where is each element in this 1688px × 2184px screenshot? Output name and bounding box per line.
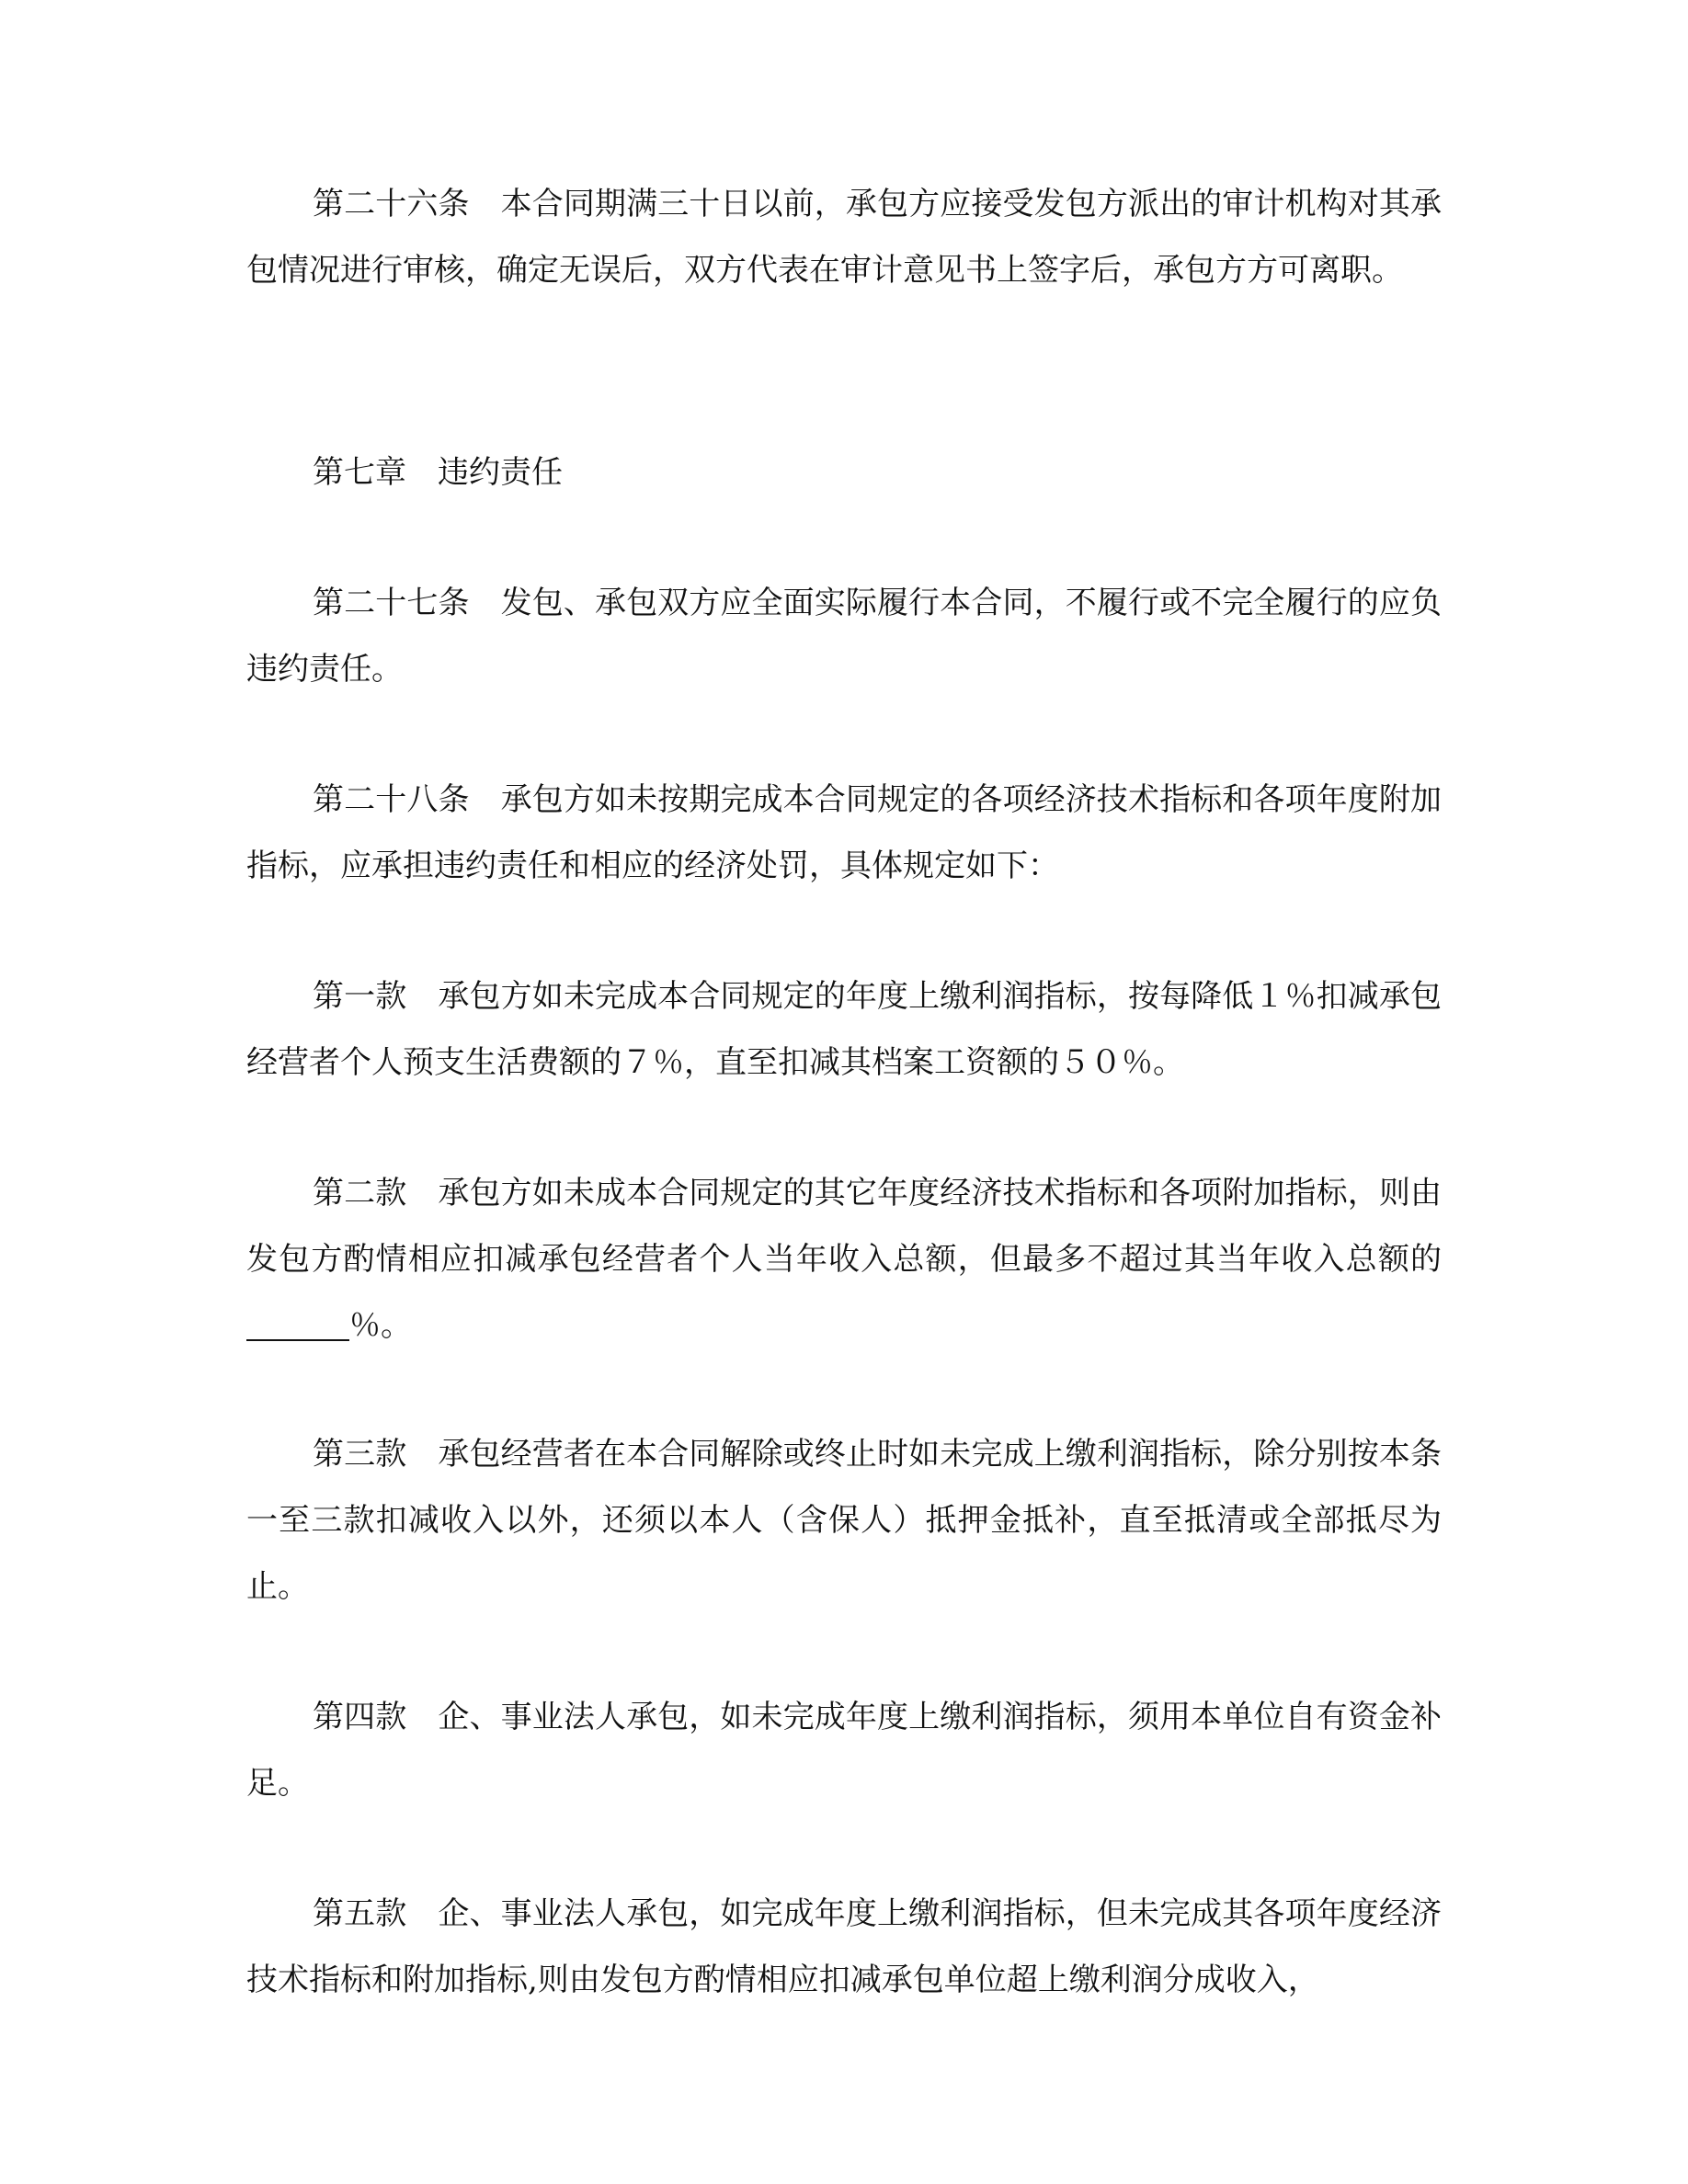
chapter-title: 违约责任	[438, 454, 563, 491]
clause-text: 企、事业法人承包，如未完成年度上缴利润指标，须用本单位自有资金补足。	[246, 1699, 1443, 1802]
clause-text: 企、事业法人承包，如完成年度上缴利润指标，但未完成其各项年度经济技术指标和附加指标,则由发包方酌情相应扣减承包单位超上缴利润分成收入，	[246, 1895, 1443, 1998]
clause-5	[246, 1881, 1442, 2013]
article-text: 本合同期满三十日以前，承包方应接受发包方派出的审计机构对其承包情况进行审核，确定无误后，双方代表在审计意见书上签字后，承包方方可离职。	[246, 186, 1443, 289]
article-27	[246, 570, 1442, 702]
article-label: 第二十八条	[313, 781, 470, 818]
chapter-label: 第七章	[313, 454, 406, 491]
clause-label: 第五款	[313, 1895, 407, 1932]
clause-label: 第四款	[313, 1699, 407, 1735]
fill-in-blank	[246, 1308, 349, 1341]
clause-text: 承包方如未成本合同规定的其它年度经济技术指标和各项附加指标，则由发包方酌情相应扣减承包经营者个人当年收入总额，但最多不超过其当年收入总额的	[246, 1175, 1443, 1278]
clause-suffix: ％。	[349, 1307, 412, 1344]
clause-4	[246, 1684, 1442, 1816]
clause-1	[246, 963, 1442, 1096]
clause-label: 第三款	[313, 1436, 407, 1473]
clause-text: 承包经营者在本合同解除或终止时如未完成上缴利润指标，除分别按本条一至三款扣减收入以外，还须以本人（含保人）抵押金抵补，直至抵清或全部抵尽为止。	[246, 1436, 1443, 1605]
article-text: 承包方如未按期完成本合同规定的各项经济技术指标和各项年度附加指标，应承担违约责任和相应的经济处罚，具体规定如下：	[246, 781, 1443, 884]
clause-2	[246, 1160, 1442, 1359]
article-label: 第二十七条	[313, 585, 470, 621]
article-label: 第二十六条	[313, 186, 470, 222]
clause-label: 第一款	[313, 978, 407, 1015]
article-26	[246, 171, 1442, 303]
chapter-7-heading	[246, 439, 1442, 506]
article-28	[246, 767, 1442, 899]
clause-text: 承包方如未完成本合同规定的年度上缴利润指标，按每降低１％扣减承包经营者个人预支生活费额的７％，直至扣减其档案工资额的５０％。	[246, 978, 1443, 1081]
clause-3	[246, 1421, 1442, 1620]
article-text: 发包、承包双方应全面实际履行本合同，不履行或不完全履行的应负违约责任。	[246, 585, 1443, 688]
clause-label: 第二款	[313, 1175, 407, 1211]
